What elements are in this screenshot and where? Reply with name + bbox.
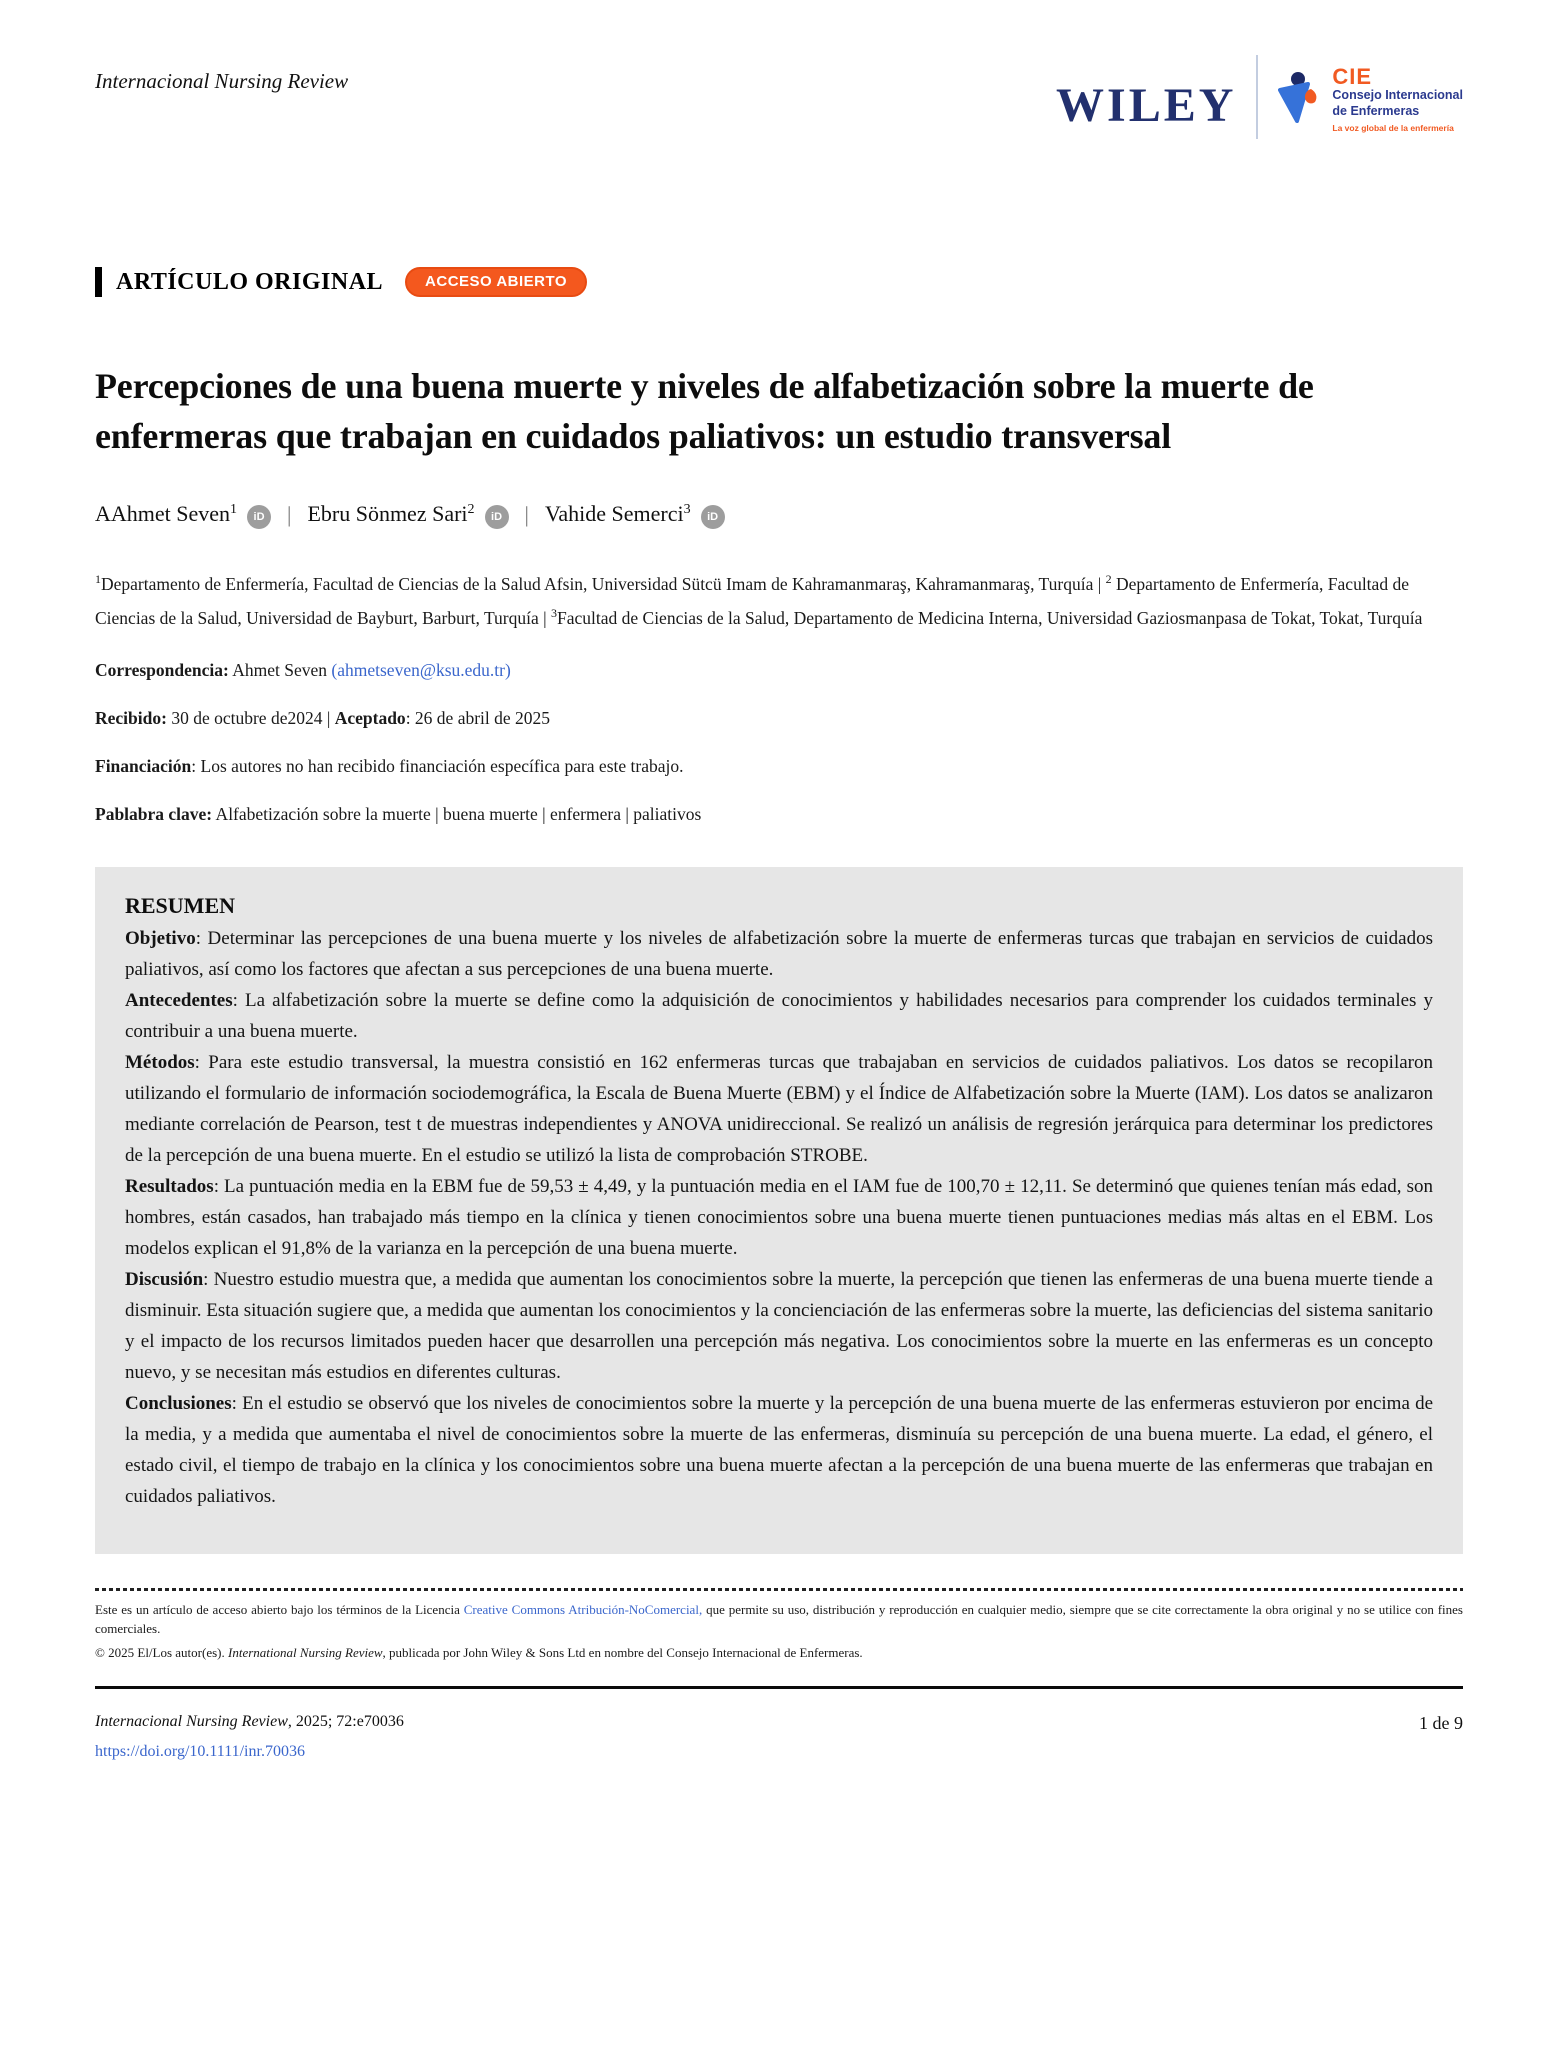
keywords-label: Pablabra clave: bbox=[95, 803, 213, 824]
abstract-section-text: : En el estudio se observó que los niveles de conocimientos sobre la muerte y la percepción de una buena muerte de las enfermeras estuvieron por encima de la media, y a medida que aumentaba el nivel de conocimientos sobre la muerte de las enfermeras, disminuía su percepción de una buena muerte. La edad, el género, el estado civil, el tiempo de trabajo en la clínica y los conocimientos sobre una buena muerte afectan a la percepción de una buena muerte de las enfermeras que trabajan en cuidados paliativos. bbox=[125, 1392, 1433, 1507]
affiliation-text: Departamento de Enfermería, Facultad de Ciencias de la Salud Afsin, Universidad Sütcü Imam de Kahramanmaraş, Kahramanmaraş, Turquía | bbox=[101, 573, 1106, 594]
affiliations bbox=[95, 565, 1463, 633]
affiliation-sup: 1 bbox=[95, 572, 101, 586]
wiley-logo: WILEY bbox=[1056, 79, 1237, 132]
author-affiliation-sup: 2 bbox=[467, 502, 475, 517]
abstract-section-text: : La alfabetización sobre la muerte se define como la adquisición de conocimientos y habilidades necesarios para comprender los cuidados terminales y contribuir a una buena muerte. bbox=[125, 989, 1433, 1042]
abstract-discussion bbox=[125, 1264, 1433, 1388]
orcid-icon[interactable]: iD bbox=[701, 505, 725, 529]
abstract-section-label: Resultados bbox=[125, 1175, 214, 1197]
orcid-icon[interactable]: iD bbox=[485, 505, 509, 529]
abstract-methods bbox=[125, 1047, 1433, 1171]
license-after: que permite su uso, distribución y reproducción en cualquier medio, siempre que se cite correctamente la obra original y no se utilice con fines comerciales. bbox=[95, 1601, 1463, 1636]
abstract-section-label: Métodos bbox=[125, 1051, 195, 1073]
correspondence-line bbox=[95, 660, 1463, 681]
abstract-box bbox=[95, 867, 1463, 1554]
cie-nurse-icon bbox=[1278, 71, 1322, 129]
author-list bbox=[95, 501, 1463, 529]
author-name: Ebru Sönmez Sari bbox=[307, 501, 468, 526]
author bbox=[95, 501, 271, 529]
affiliation-text: Facultad de Ciencias de la Salud, Departamento de Medicina Interna, Universidad Gaziosmanpasa de Tokat, Tokat, Turquía bbox=[557, 607, 1423, 628]
affiliation-sup: 2 bbox=[1105, 572, 1112, 586]
received-value: 30 de octubre de2024 | bbox=[166, 707, 335, 728]
copyright-before: © 2025 El/Los autor(es). bbox=[95, 1644, 228, 1660]
funding-value: : Los autores no han recibido financiación específica para este trabajo. bbox=[191, 755, 684, 776]
article-type-bar bbox=[95, 267, 102, 297]
author-affiliation-sup: 3 bbox=[683, 502, 691, 517]
author-separator: | bbox=[287, 502, 292, 527]
author-name: Vahide Semerci bbox=[544, 501, 684, 526]
author-name: AAhmet Seven bbox=[95, 501, 231, 526]
abstract-section-label: Antecedentes bbox=[125, 989, 233, 1011]
abstract-section-text: : Nuestro estudio muestra que, a medida que aumentan los conocimientos sobre la muerte, la percepción que tienen las enfermeras de una buena muerte tiende a disminuir. Esta situación sugiere que, a medida que aumentan los conocimientos y la concienciación de las enfermeras sobre la muerte, las deficiencias del sistema sanitario y el impacto de los recursos limitados pueden hacer que desarrollen una percepción más negativa. Los conocimientos sobre la muerte en las enfermeras es un concepto nuevo, y se necesitan más estudios en diferentes culturas. bbox=[125, 1268, 1433, 1383]
abstract-section-text: : Para este estudio transversal, la muestra consistió en 162 enfermeras turcas que trabajaban en servicios de cuidados paliativos. Los datos se recopilaron utilizando el formulario de información sociodemográfica, la Escala de Buena Muerte (EBM) y el Índice de Alfabetización sobre la Muerte (IAM). Los datos se analizaron mediante correlación de Pearson, test t de muestras independientes y ANOVA unidireccional. Se realizó un análisis de regresión jerárquica para determinar los predictores de la percepción de una buena muerte. En el estudio se utilizó la lista de comprobación STROBE. bbox=[125, 1051, 1433, 1166]
cie-tagline: La voz global de la enfermería bbox=[1332, 123, 1454, 134]
cie-name-line1: Consejo Internacional bbox=[1332, 87, 1463, 102]
copyright-journal: International Nursing Review bbox=[228, 1644, 383, 1660]
correspondence-label: Correspondencia: bbox=[95, 659, 229, 680]
author bbox=[545, 501, 725, 529]
license-text bbox=[95, 1600, 1463, 1638]
abstract-section-label: Objetivo bbox=[125, 927, 196, 949]
keywords-line bbox=[95, 804, 1463, 825]
abstract-section-label: Conclusiones bbox=[125, 1392, 232, 1414]
abstract-section-text: : La puntuación media en la EBM fue de 59,53 ± 4,49, y la puntuación media en el IAM fue de 100,70 ± 12,11. Se determinó que quienes tenían más edad, son hombres, están casados, han trabajado más tiempo en la clínica y tienen conocimientos sobre una buena muerte tienen puntuaciones medias más altas en el EBM. Los modelos explican el 91,8% de la varianza en la percepción de una buena muerte. bbox=[125, 1175, 1433, 1259]
journal-name: Internacional Nursing Review bbox=[95, 69, 349, 93]
copyright-after: , publicada por John Wiley & Sons Ltd en nombre del Consejo Internacional de Enfermeras. bbox=[382, 1644, 863, 1660]
doi-link[interactable]: https://doi.org/10.1111/inr.70036 bbox=[95, 1742, 305, 1760]
license-link[interactable]: Creative Commons Atribución-NoComercial, bbox=[463, 1601, 703, 1617]
keywords-value: Alfabetización sobre la muerte | buena muerte | enfermera | paliativos bbox=[212, 803, 702, 824]
received-label: Recibido: bbox=[95, 707, 167, 728]
correspondence-email-link[interactable]: (ahmetseven@ksu.edu.tr) bbox=[331, 659, 511, 680]
cie-acronym: CIE bbox=[1332, 63, 1373, 89]
abstract-conclusions bbox=[125, 1388, 1433, 1512]
author bbox=[307, 501, 508, 529]
footer bbox=[95, 1713, 1463, 1761]
open-access-badge[interactable]: ACCESO ABIERTO bbox=[405, 267, 587, 297]
masthead bbox=[95, 55, 1463, 139]
publisher-logos bbox=[1056, 55, 1463, 139]
copyright-text bbox=[95, 1643, 1463, 1662]
logo-divider bbox=[1256, 55, 1258, 139]
abstract-objective bbox=[125, 923, 1433, 985]
footer-citation bbox=[95, 1713, 404, 1731]
orcid-icon[interactable]: iD bbox=[247, 505, 271, 529]
footer-citation-block bbox=[95, 1713, 404, 1761]
accepted-label: Aceptado bbox=[334, 707, 406, 728]
article-type-label: ARTÍCULO ORIGINAL bbox=[116, 268, 384, 295]
dates-line bbox=[95, 708, 1463, 729]
page-number: 1 de 9 bbox=[1419, 1712, 1463, 1733]
footer-citation-journal: Internacional Nursing Review bbox=[95, 1712, 288, 1730]
affiliation-sup: 3 bbox=[551, 605, 557, 620]
cie-logo bbox=[1278, 61, 1463, 133]
funding-line bbox=[95, 756, 1463, 777]
author-separator: | bbox=[524, 502, 529, 527]
abstract-background bbox=[125, 985, 1433, 1047]
footer-citation-rest: , 2025; 72:e70036 bbox=[287, 1712, 404, 1730]
funding-label: Financiación bbox=[95, 755, 192, 776]
license-before: Este es un artículo de acceso abierto bajo los términos de la Licencia bbox=[95, 1601, 464, 1617]
dotted-divider bbox=[95, 1588, 1463, 1591]
author-affiliation-sup: 1 bbox=[230, 502, 238, 517]
footer-rule bbox=[95, 1686, 1463, 1689]
article-title: Percepciones de una buena muerte y niveles de alfabetización sobre la muerte de enfermeras que trabajan en cuidados paliativos: un estudio transversal bbox=[95, 366, 1314, 456]
accepted-value: : 26 de abril de 2025 bbox=[405, 707, 551, 728]
cie-name-line2: de Enfermeras bbox=[1332, 103, 1420, 118]
abstract-section-text: : Determinar las percepciones de una buena muerte y los niveles de alfabetización sobre la muerte de enfermeras turcas que trabajan en servicios de cuidados paliativos, así como los factores que afectan a sus percepciones de una buena muerte. bbox=[125, 927, 1433, 980]
cie-logo-text bbox=[1332, 65, 1463, 133]
correspondence-name: Ahmet Seven bbox=[228, 659, 332, 680]
article-type-row bbox=[95, 267, 1463, 297]
abstract-heading: RESUMEN bbox=[125, 892, 236, 918]
abstract-section-label: Discusión bbox=[125, 1268, 204, 1290]
abstract-results bbox=[125, 1171, 1433, 1264]
affiliation-text: Departamento de Enfermería, Facultad de Ciencias de la Salud, Universidad de Bayburt, Barburt, Turquía | bbox=[95, 573, 1409, 628]
